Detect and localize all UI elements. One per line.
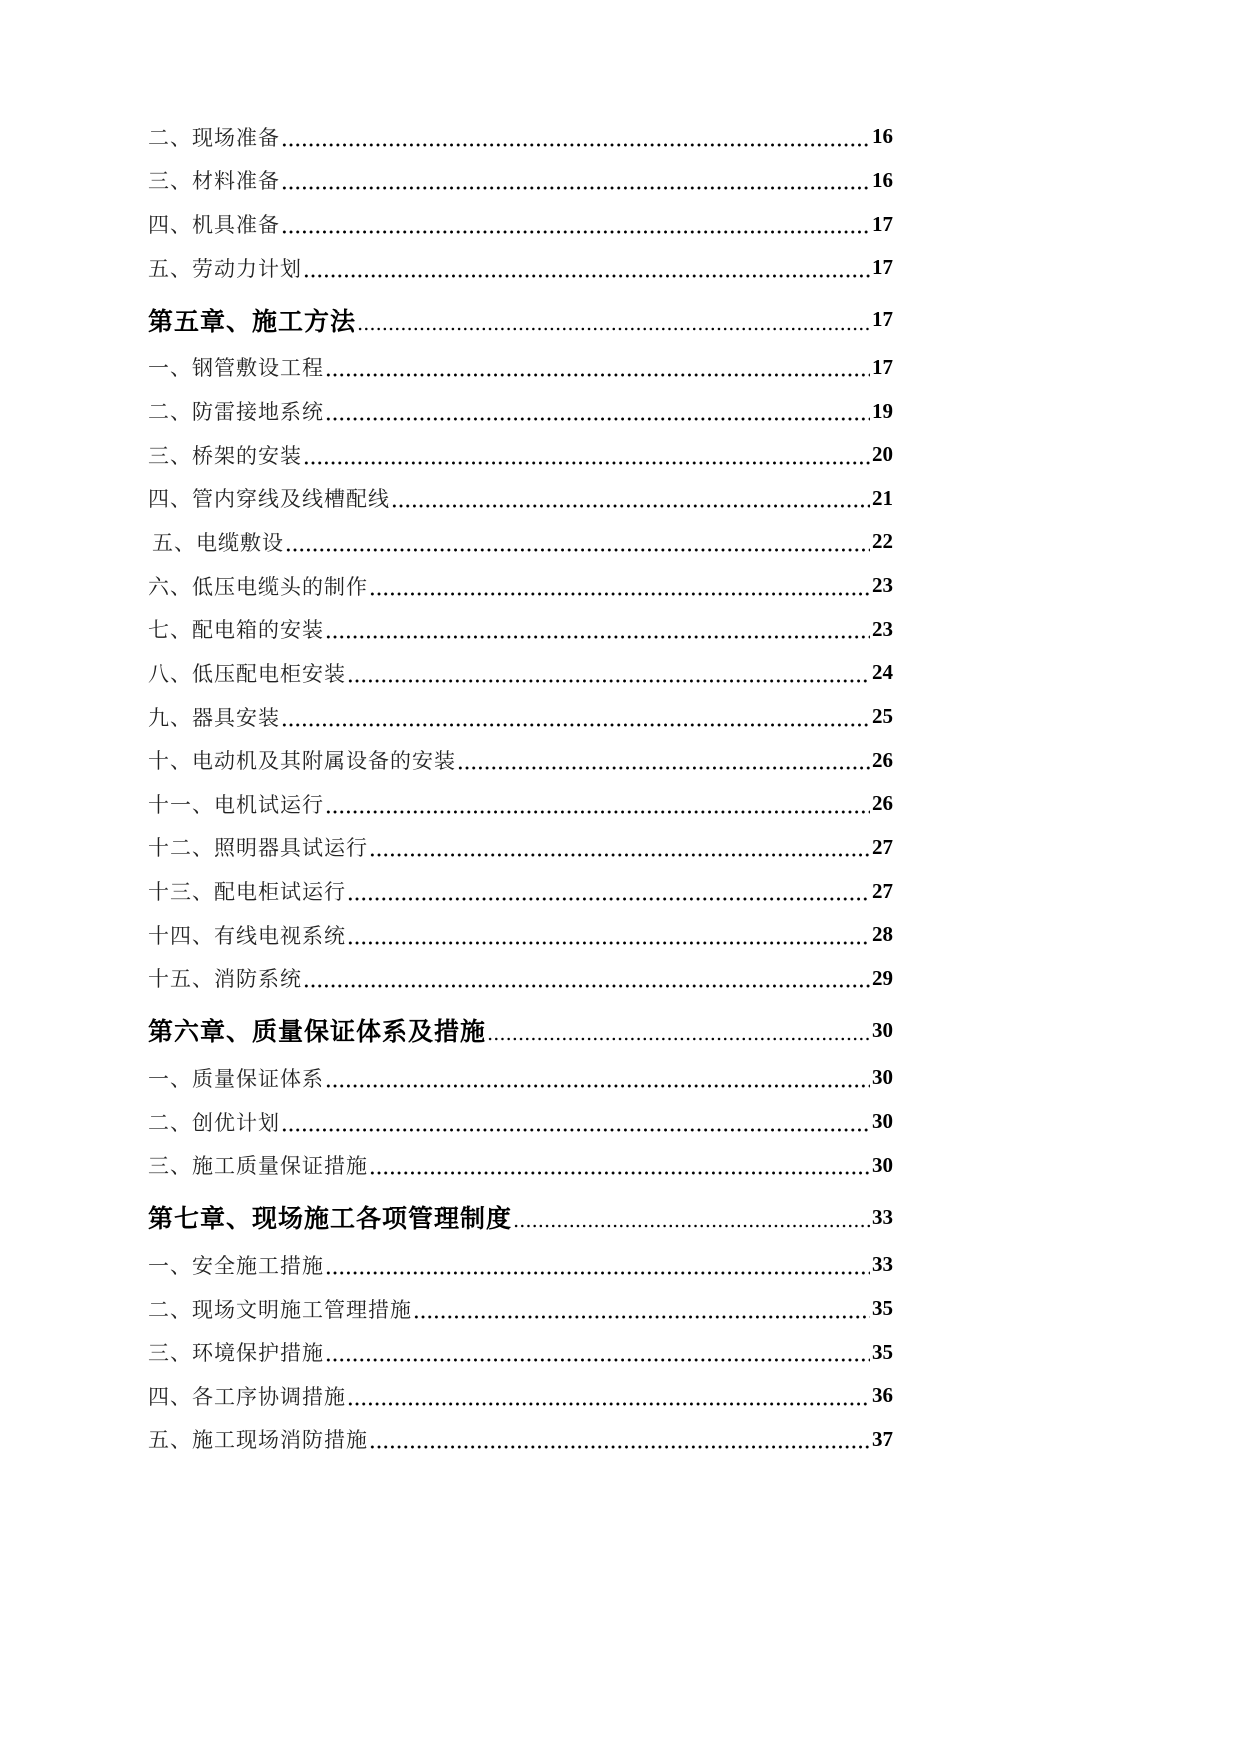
toc-section-entry — [148, 826, 893, 870]
toc-section-entry — [148, 389, 893, 433]
toc-section-title: 一、安全施工措施 — [148, 1253, 324, 1278]
toc-section-entry — [148, 913, 893, 957]
toc-page-number: 28 — [872, 922, 893, 947]
toc-page-number: 26 — [872, 747, 893, 772]
toc-leader-dots — [325, 1084, 870, 1088]
toc-page-number: 36 — [872, 1383, 893, 1408]
toc-chapter-entry — [148, 1004, 893, 1056]
toc-section-entry — [148, 202, 893, 246]
toc-leader-dots — [325, 810, 870, 814]
toc-leader-dots — [325, 635, 870, 639]
toc-section-entry — [148, 433, 893, 477]
toc-leader-dots — [325, 373, 870, 377]
toc-chapter-entry — [148, 1191, 893, 1243]
toc-section-title: 十二、照明器具试运行 — [148, 836, 368, 861]
toc-chapter-title: 第六章、质量保证体系及措施 — [148, 1017, 487, 1047]
toc-leader-dots — [325, 1271, 870, 1275]
toc-page-number: 17 — [872, 354, 893, 379]
toc-section-entry — [148, 869, 893, 913]
toc-page-number: 25 — [872, 704, 893, 728]
toc-section-title: 四、管内穿线及线槽配线 — [148, 487, 390, 512]
toc-section-entry — [148, 476, 893, 520]
toc-page-number: 22 — [872, 529, 893, 554]
toc-page-number: 30 — [872, 1065, 893, 1090]
toc-section-title: 五、劳动力计划 — [148, 256, 302, 281]
toc-leader-dots — [303, 984, 870, 988]
toc-section-entry — [148, 782, 893, 826]
toc-page-number: 35 — [872, 1296, 893, 1321]
toc-page-number: 33 — [872, 1252, 893, 1277]
toc-section-title: 十五、消防系统 — [148, 967, 302, 992]
toc-section-title: 三、材料准备 — [148, 169, 280, 194]
toc-leader-dots — [285, 548, 870, 552]
toc-leader-dots — [281, 186, 870, 190]
toc-section-title: 四、机具准备 — [148, 213, 280, 238]
toc-section-entry — [148, 1287, 893, 1331]
toc-page-number: 17 — [872, 211, 893, 236]
toc-leader-dots — [369, 1445, 870, 1449]
toc-section-title: 一、钢管敷设工程 — [148, 356, 324, 381]
toc-page-number: 30 — [872, 1152, 893, 1177]
toc-section-entry — [148, 115, 893, 159]
toc-section-entry — [148, 1243, 893, 1287]
toc-page-number: 37 — [872, 1426, 893, 1451]
toc-page-number: 27 — [872, 834, 893, 859]
toc-page-number: 20 — [872, 442, 893, 467]
toc-section-title: 十、电动机及其附属设备的安装 — [148, 749, 456, 774]
toc-section-entry — [148, 695, 893, 739]
toc-section-title: 三、桥架的安装 — [148, 443, 302, 468]
toc-page-number: 19 — [872, 398, 893, 423]
toc-section-title: 九、器具安装 — [148, 705, 280, 730]
toc-leader-dots — [303, 461, 870, 465]
toc-leader-dots — [391, 504, 870, 508]
toc-page-number: 16 — [872, 124, 893, 149]
toc-section-entry — [148, 738, 893, 782]
toc-section-entry — [148, 607, 893, 651]
toc-leader-dots — [513, 1224, 870, 1228]
toc-leader-dots — [369, 592, 870, 596]
toc-leader-dots — [325, 417, 870, 421]
toc-section-entry — [148, 651, 893, 695]
toc-leader-dots — [347, 679, 870, 683]
toc-section-entry — [148, 1330, 893, 1374]
toc-section-title: 四、各工序协调措施 — [148, 1384, 346, 1409]
toc-section-title: 十四、有线电视系统 — [148, 923, 346, 948]
toc-page-number: 26 — [872, 791, 893, 816]
toc-section-title: 二、现场文明施工管理措施 — [148, 1297, 412, 1322]
toc-section-title: 三、施工质量保证措施 — [148, 1154, 368, 1179]
toc-section-title: 五、施工现场消防措施 — [148, 1428, 368, 1453]
toc-section-entry — [148, 564, 893, 608]
toc-section-title: 五、电缆敷设 — [152, 530, 284, 555]
toc-section-entry — [148, 957, 893, 1001]
toc-leader-dots — [457, 766, 870, 770]
toc-leader-dots — [347, 941, 870, 945]
toc-leader-dots — [281, 230, 870, 234]
toc-section-entry — [148, 520, 893, 564]
toc-section-entry — [148, 1374, 893, 1418]
toc-page-number: 30 — [872, 1017, 893, 1042]
toc-section-title: 十一、电机试运行 — [148, 792, 324, 817]
toc-section-entry — [148, 346, 893, 390]
toc-leader-dots — [369, 853, 870, 857]
toc-section-title: 二、现场准备 — [148, 125, 280, 150]
toc-section-title: 三、环境保护措施 — [148, 1341, 324, 1366]
toc-chapter-title: 第五章、施工方法 — [148, 306, 357, 336]
toc-leader-dots — [347, 897, 870, 901]
toc-section-entry — [148, 1143, 893, 1187]
table-of-contents — [148, 115, 893, 1461]
toc-section-entry — [148, 1056, 893, 1100]
toc-section-title: 八、低压配电柜安装 — [148, 661, 346, 686]
toc-leader-dots — [303, 274, 870, 278]
toc-page-number: 23 — [872, 616, 893, 641]
toc-section-entry — [148, 1418, 893, 1462]
toc-page-number: 35 — [872, 1339, 893, 1364]
toc-page-number: 23 — [872, 573, 893, 598]
toc-chapter-title: 第七章、现场施工各项管理制度 — [148, 1204, 513, 1234]
toc-leader-dots — [369, 1171, 870, 1175]
toc-section-title: 一、质量保证体系 — [148, 1066, 324, 1091]
toc-section-entry — [148, 1100, 893, 1144]
toc-page-number: 17 — [872, 307, 893, 332]
toc-section-entry — [148, 159, 893, 203]
toc-leader-dots — [413, 1315, 870, 1319]
toc-page-number: 27 — [872, 878, 893, 903]
toc-section-title: 二、防雷接地系统 — [148, 400, 324, 425]
toc-chapter-entry — [148, 294, 893, 346]
toc-section-title: 十三、配电柜试运行 — [148, 880, 346, 905]
toc-page-number: 16 — [872, 167, 893, 192]
toc-leader-dots — [487, 1037, 870, 1041]
toc-section-entry — [148, 246, 893, 290]
toc-leader-dots — [281, 1128, 870, 1132]
toc-leader-dots — [347, 1402, 870, 1406]
toc-page-number: 33 — [872, 1204, 893, 1229]
toc-page-number: 30 — [872, 1109, 893, 1134]
toc-page-number: 24 — [872, 660, 893, 685]
toc-leader-dots — [281, 143, 870, 147]
toc-section-title: 七、配电箱的安装 — [148, 618, 324, 643]
toc-leader-dots — [357, 327, 870, 331]
toc-leader-dots — [325, 1358, 870, 1362]
toc-section-title: 二、创优计划 — [148, 1110, 280, 1135]
toc-page-number: 17 — [872, 255, 893, 280]
toc-leader-dots — [281, 723, 870, 727]
toc-section-title: 六、低压电缆头的制作 — [148, 574, 368, 599]
toc-page-number: 29 — [872, 965, 893, 990]
toc-page-number: 21 — [872, 485, 893, 510]
